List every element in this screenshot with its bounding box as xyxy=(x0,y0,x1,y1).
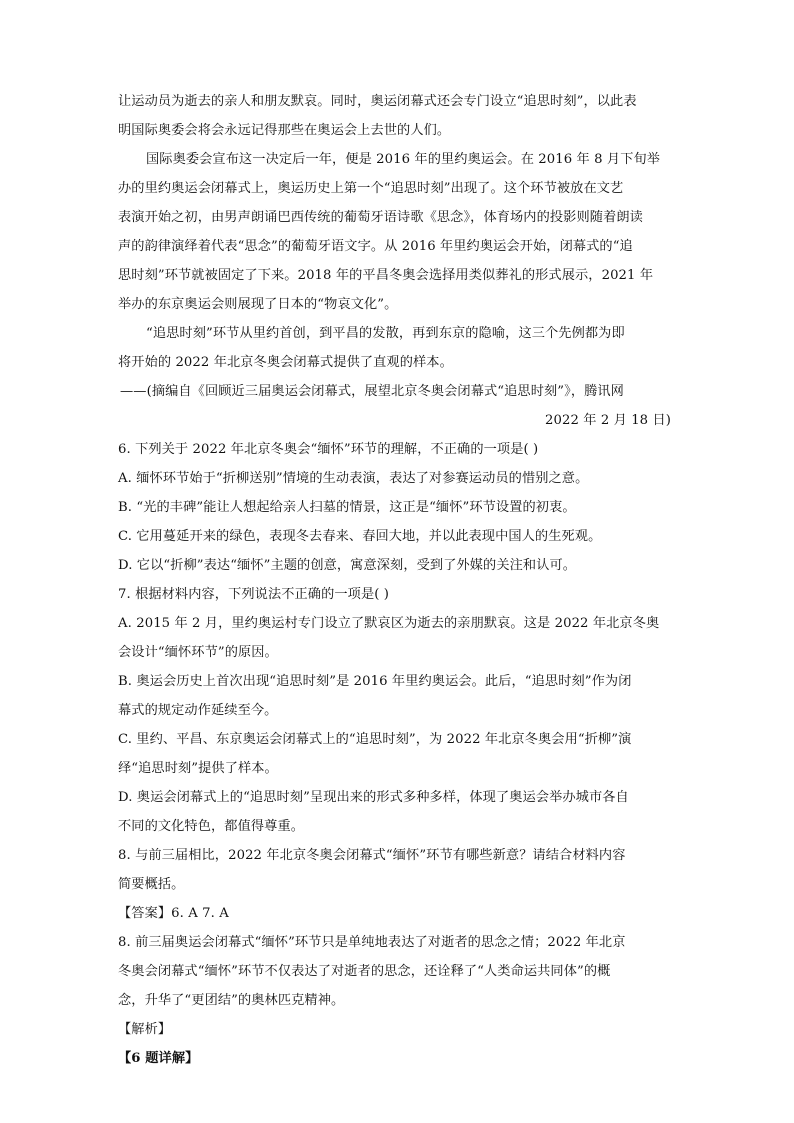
answer-8-line: 念，升华了“更团结”的奥林匹克精神。 xyxy=(118,993,345,1008)
question-7-option-a-cont: 会设计“缅怀环节”的原因。 xyxy=(118,645,278,660)
source-date: 2022 年 2 月 18 日) xyxy=(545,413,671,428)
question-6-option-a: A. 缅怀环节始于“折柳送别”情境的生动表演，表达了对参赛运动员的惜别之意。 xyxy=(118,471,589,486)
question-6-option-b: B. “光的丰碑”能让人想起给亲人扫墓的情景，这正是“缅怀”环节设置的初衷。 xyxy=(118,500,576,515)
passage-line: “追思时刻”环节从里约首创，到平昌的发散，再到东京的隐喻，这三个先例都为即 xyxy=(146,326,625,341)
question-7-option-a: A. 2015 年 2 月，里约奥运村专门设立了默哀区为逝去的亲朋默哀。这是 2022 年北京冬奥 xyxy=(118,616,660,631)
question-8-stem-cont: 简要概括。 xyxy=(118,877,185,892)
answer-8-line: 8. 前三届奥运会闭幕式“缅怀”环节只是单纯地表达了对逝者的思念之情；2022 年北京 xyxy=(118,935,626,950)
question-6-stem: 6. 下列关于 2022 年北京冬奥会“缅怀”环节的理解，不正确的一项是( ) xyxy=(118,442,539,457)
question-7-option-c: C. 里约、平昌、东京奥运会闭幕式上的“追思时刻”，为 2022 年北京冬奥会用“折柳”演 xyxy=(118,732,632,747)
passage-line: 将开始的 2022 年北京冬奥会闭幕式提供了直观的样本。 xyxy=(118,355,453,370)
answer-8-line: 冬奥会闭幕式“缅怀”环节不仅表达了对逝者的思念，还诠释了“人类命运共同体”的概 xyxy=(118,964,611,979)
question-7-option-d-cont: 不同的文化特色，都值得尊重。 xyxy=(118,819,305,834)
answer-line: 【答案】6. A 7. A xyxy=(118,906,229,921)
question-6-option-d: D. 它以“折柳”表达“缅怀”主题的创意，寓意深刻，受到了外媒的关注和认可。 xyxy=(118,558,577,573)
question-7-option-c-cont: 绎“追思时刻”提供了样本。 xyxy=(118,761,278,776)
passage-line: 办的里约奥运会闭幕式上，奥运历史上第一个“追思时刻”出现了。这个环节被放在文艺 xyxy=(118,181,624,196)
source-citation: ——(摘编自《回顾近三届奥运会闭幕式，展望北京冬奥会闭幕式“追思时刻”》，腾讯网 xyxy=(120,384,624,399)
passage-line: 让运动员为逝去的亲人和朋友默哀。同时，奥运闭幕式还会专门设立“追思时刻”，以此表 xyxy=(118,94,637,109)
passage-line: 国际奥委会宣布这一决定后一年，便是 2016 年的里约奥运会。在 2016 年 8 月下旬举 xyxy=(146,152,661,167)
question-7-stem: 7. 根据材料内容，下列说法不正确的一项是( ) xyxy=(118,587,390,602)
passage-line: 举办的东京奥运会则展现了日本的“物哀文化”。 xyxy=(118,297,398,312)
question-7-option-b: B. 奥运会历史上首次出现“追思时刻”是 2016 年里约奥运会。此后，“追思时刻”作为闭 xyxy=(118,674,632,689)
passage-line: 表演开始之初，由男声朗诵巴西传统的葡萄牙语诗歌《思念》，体育场内的投影则随着朗读 xyxy=(118,210,643,225)
question-7-option-d: D. 奥运会闭幕式上的“追思时刻”呈现出来的形式多种多样，体现了奥运会举办城市各自 xyxy=(118,790,629,805)
question-7-option-b-cont: 幕式的规定动作延续至今。 xyxy=(118,703,278,718)
question-8-stem: 8. 与前三届相比，2022 年北京冬奥会闭幕式“缅怀”环节有哪些新意？请结合材料内容 xyxy=(118,848,626,863)
detail-label: 【6 题详解】 xyxy=(118,1051,199,1066)
passage-line: 声的韵律演绎着代表“思念”的葡萄牙语文字。从 2016 年里约奥运会开始，闭幕式的“追 xyxy=(118,239,633,254)
passage-line: 明国际奥委会将会永远记得那些在奥运会上去世的人们。 xyxy=(118,123,451,138)
analysis-label: 【解析】 xyxy=(118,1022,172,1037)
passage-line: 思时刻”环节就被固定了下来。2018 年的平昌冬奥会选择用类似葬礼的形式展示，2021 年 xyxy=(118,268,654,283)
question-6-option-c: C. 它用蔓延开来的绿色，表现冬去春来、春回大地，并以此表现中国人的生死观。 xyxy=(118,529,602,544)
